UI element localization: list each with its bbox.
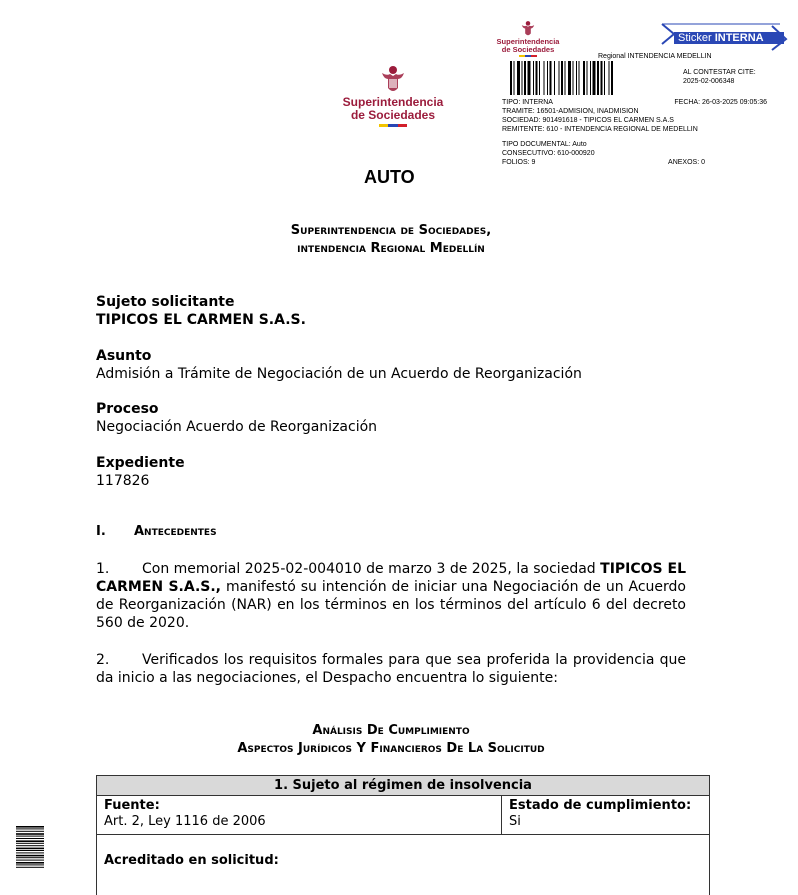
- paragraph-number: 1.: [96, 561, 110, 577]
- paragraph-bold: TIPICOS EL CARMEN S.A.S.,: [96, 561, 686, 595]
- field-sujeto: [96, 293, 306, 329]
- status-value: Si: [509, 814, 521, 829]
- status-label: Estado de cumplimiento:: [509, 798, 692, 813]
- field-label: Sujeto solicitante: [96, 294, 235, 310]
- cite-label: AL CONTESTAR CITE:: [683, 69, 756, 76]
- section-heading: [96, 524, 217, 539]
- cite-number: 2025-02-006348: [683, 78, 735, 85]
- sticker-prefix: Sticker: [678, 32, 712, 44]
- document-title: AUTO: [364, 167, 415, 187]
- anexos: ANEXOS: 0: [668, 159, 705, 166]
- entity-line-2: intendencia Regional Medellín: [297, 241, 485, 256]
- compliance-table: [96, 775, 710, 895]
- cite-block: [683, 68, 773, 86]
- analysis-line-1: Análisis De Cumplimiento: [312, 723, 470, 738]
- radicado-rows: [502, 98, 767, 167]
- field-expediente: [96, 454, 185, 490]
- source-cell: [97, 796, 502, 834]
- table-header: 1. Sujeto al régimen de insolvencia: [97, 776, 709, 796]
- coat-of-arms-small-icon: [519, 20, 537, 38]
- field-value: Negociación Acuerdo de Reorganización: [96, 419, 378, 435]
- status-cell: [502, 796, 709, 834]
- table-row: [97, 796, 709, 835]
- coat-of-arms-icon: [378, 64, 408, 96]
- field-value: TIPICOS EL CARMEN S.A.S.: [96, 312, 306, 328]
- paragraph-number: 2.: [96, 652, 110, 668]
- tipo-documental: TIPO DOCUMENTAL: Auto: [502, 141, 587, 148]
- field-value: 117826: [96, 473, 150, 489]
- field-proceso: [96, 400, 377, 436]
- paragraph-text-a: Con memorial 2025-02-004010 de marzo 3 de 2025, la sociedad: [142, 561, 596, 577]
- section-title: Antecedentes: [134, 524, 217, 539]
- logo-line-2: de Sociedades: [350, 108, 436, 122]
- tipo: TIPO: INTERNA: [502, 99, 553, 106]
- remitente: REMITENTE: 610 - INTENDENCIA REGIONAL DE MEDELLIN: [502, 126, 698, 133]
- field-value: Admisión a Trámite de Negociación de un Acuerdo de Reorganización: [96, 366, 582, 382]
- sociedad: SOCIEDAD: 901491618 - TIPICOS EL CARMEN S.A.S: [502, 117, 674, 124]
- sticker-badge: [660, 22, 788, 52]
- regional-label: Regional INTENDENCIA MEDELLIN: [598, 53, 712, 60]
- paragraph-1: [96, 560, 686, 632]
- section-number: I.: [96, 524, 106, 539]
- paragraph-text-b: manifestó su intención de iniciar una Negociación de un Acuerdo de Reorganización (NAR) en los términos en los términos del artículo 6 del decreto 560 de 2020.: [96, 579, 686, 631]
- folios: FOLIOS: 9: [502, 159, 536, 166]
- source-value: Art. 2, Ley 1116 de 2006: [104, 814, 266, 829]
- sticker-type: INTERNA: [714, 32, 764, 44]
- small-flag-bar: [519, 55, 537, 57]
- flag-bar: [379, 124, 407, 127]
- source-label: Fuente:: [104, 798, 160, 813]
- consecutivo: CONSECUTIVO: 610-000920: [502, 150, 595, 157]
- field-label: Asunto: [96, 348, 152, 364]
- barcode-icon: [510, 61, 670, 95]
- logo-line-1: Superintendencia: [342, 95, 444, 109]
- tramite: TRAMITE: 16501-ADMISION, INADMISION: [502, 108, 639, 115]
- field-label: Expediente: [96, 455, 185, 471]
- superintendencia-logo: [340, 64, 446, 127]
- small-logo-line-1: Superintendencia: [496, 37, 560, 46]
- accredited-label: Acreditado en solicitud:: [104, 853, 279, 868]
- side-barcode-icon: [16, 826, 44, 870]
- small-logo-line-2: de Sociedades: [501, 45, 555, 54]
- paragraph-2: [96, 651, 686, 687]
- field-label: Proceso: [96, 401, 159, 417]
- paragraph-text-a: Verificados los requisitos formales para que sea proferida la providencia que da inicio a las negociaciones, el Despacho encuentra lo siguiente:: [96, 652, 686, 686]
- sticker-label: [674, 32, 784, 44]
- field-asunto: [96, 347, 582, 383]
- entity-line-1: Superintendencia de Sociedades,: [290, 223, 492, 238]
- analysis-line-2: Aspectos Jurídicos Y Financieros De La Solicitud: [237, 741, 545, 756]
- sticker-logo: [490, 20, 566, 57]
- fecha: FECHA: 26-03-2025 09:05:36: [674, 99, 767, 106]
